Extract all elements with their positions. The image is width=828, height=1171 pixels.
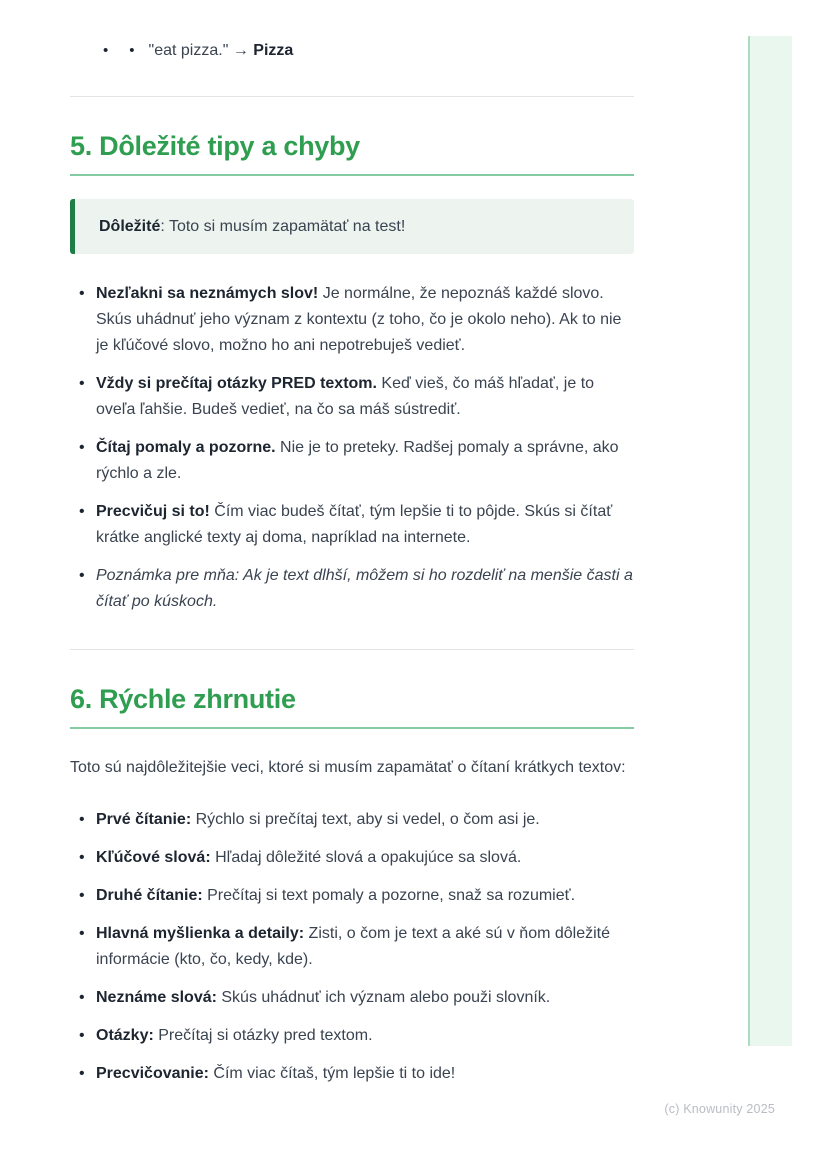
heading-underline: [70, 174, 634, 176]
example-phrase-answer: Pizza: [253, 42, 294, 59]
list-item: [96, 883, 634, 909]
nested-list-item: [70, 40, 634, 62]
example-phrase: [149, 40, 294, 62]
callout-label: Dôležité: [99, 218, 161, 235]
list-item: [96, 1023, 634, 1049]
list-item: [96, 435, 634, 487]
item-lead-bold: Precvičuj si to!: [96, 503, 210, 520]
section-6-heading: 6. Rýchle zhrnutie: [70, 684, 296, 714]
item-lead-bold: Prvé čítanie:: [96, 811, 192, 828]
list-item: [96, 1061, 634, 1087]
document-page-content: [70, 0, 634, 1099]
inner-bullet-marker: •: [129, 42, 135, 59]
item-text: Čím viac budeš čítať, tým lepšie ti to pôjde. Skús si čítať krátke anglické texty aj doma, napríklad na internete.: [96, 503, 613, 546]
item-text: Rýchlo si prečítaj text, aby si vedel, o čom asi je.: [191, 811, 540, 828]
important-callout: [70, 199, 634, 254]
copyright-footer: (c) Knowunity 2025: [664, 1102, 775, 1116]
item-lead-bold: Precvičovanie:: [96, 1065, 209, 1082]
item-text: Keď vieš, čo máš hľadať, je to oveľa ľahšie. Budeš vedieť, na čo sa máš sústrediť.: [96, 375, 595, 418]
list-item: [96, 499, 634, 551]
item-lead-bold: Neznáme slová:: [96, 989, 217, 1006]
item-lead-bold: Nezľakni sa neznámych slov!: [96, 285, 319, 302]
list-item: [96, 281, 634, 359]
item-lead-bold: Vždy si prečítaj otázky PRED textom.: [96, 375, 377, 392]
item-text: Čím viac čítaš, tým lepšie ti to ide!: [208, 1065, 456, 1082]
list-item: [96, 807, 634, 833]
list-item: [96, 845, 634, 871]
item-text: Prečítaj si otázky pred textom.: [153, 1027, 373, 1044]
list-item: [96, 921, 634, 973]
tips-list: [70, 281, 634, 615]
section-divider: [70, 649, 634, 650]
outer-bullet-marker: •: [103, 42, 109, 59]
list-item: [96, 371, 634, 423]
item-text: Skús uhádnuť ich význam alebo použi slovník.: [216, 989, 551, 1006]
heading-underline: [70, 727, 634, 729]
item-text: Prečítaj si text pomaly a pozorne, snaž sa rozumieť.: [202, 887, 576, 904]
item-text: Hľadaj dôležité slová a opakujúce sa slová.: [210, 849, 522, 866]
item-lead-bold: Otázky:: [96, 1027, 154, 1044]
section-divider: [70, 96, 634, 97]
list-item: [96, 985, 634, 1011]
item-lead-bold: Hlavná myšlienka a detaily:: [96, 925, 305, 942]
item-lead-bold: Čítaj pomaly a pozorne.: [96, 439, 276, 456]
item-text: Nie je to preteky. Radšej pomaly a správne, ako rýchlo a zle.: [96, 439, 619, 482]
item-text: Je normálne, že nepoznáš každé slovo. Skús uhádnuť jeho význam z kontextu (z toho, čo je okolo neho). Ak to nie je kľúčové slovo, možno ho ani nepotrebuješ vedieť.: [96, 285, 622, 354]
item-lead-bold: Kľúčové slová:: [96, 849, 211, 866]
callout-text: : Toto si musím zapamätať na test!: [160, 218, 406, 235]
section-5-heading: 5. Dôležité tipy a chyby: [70, 131, 360, 161]
item-text: Zisti, o čom je text a aké sú v ňom dôležité informácie (kto, čo, kedy, kde).: [96, 925, 611, 968]
summary-intro-paragraph: Toto sú najdôležitejšie veci, ktoré si musím zapamätať o čítaní krátkych textov:: [70, 759, 626, 776]
item-lead-bold: Druhé čítanie:: [96, 887, 203, 904]
list-item: [96, 563, 634, 615]
summary-list: [70, 807, 634, 1087]
note-text: Poznámka pre mňa: Ak je text dlhší, môžem si ho rozdeliť na menšie časti a čítať po kúskoch.: [96, 567, 633, 610]
example-phrase-pre: "eat pizza." →: [148, 42, 254, 59]
page-edge-decoration-bar: [748, 36, 792, 1046]
